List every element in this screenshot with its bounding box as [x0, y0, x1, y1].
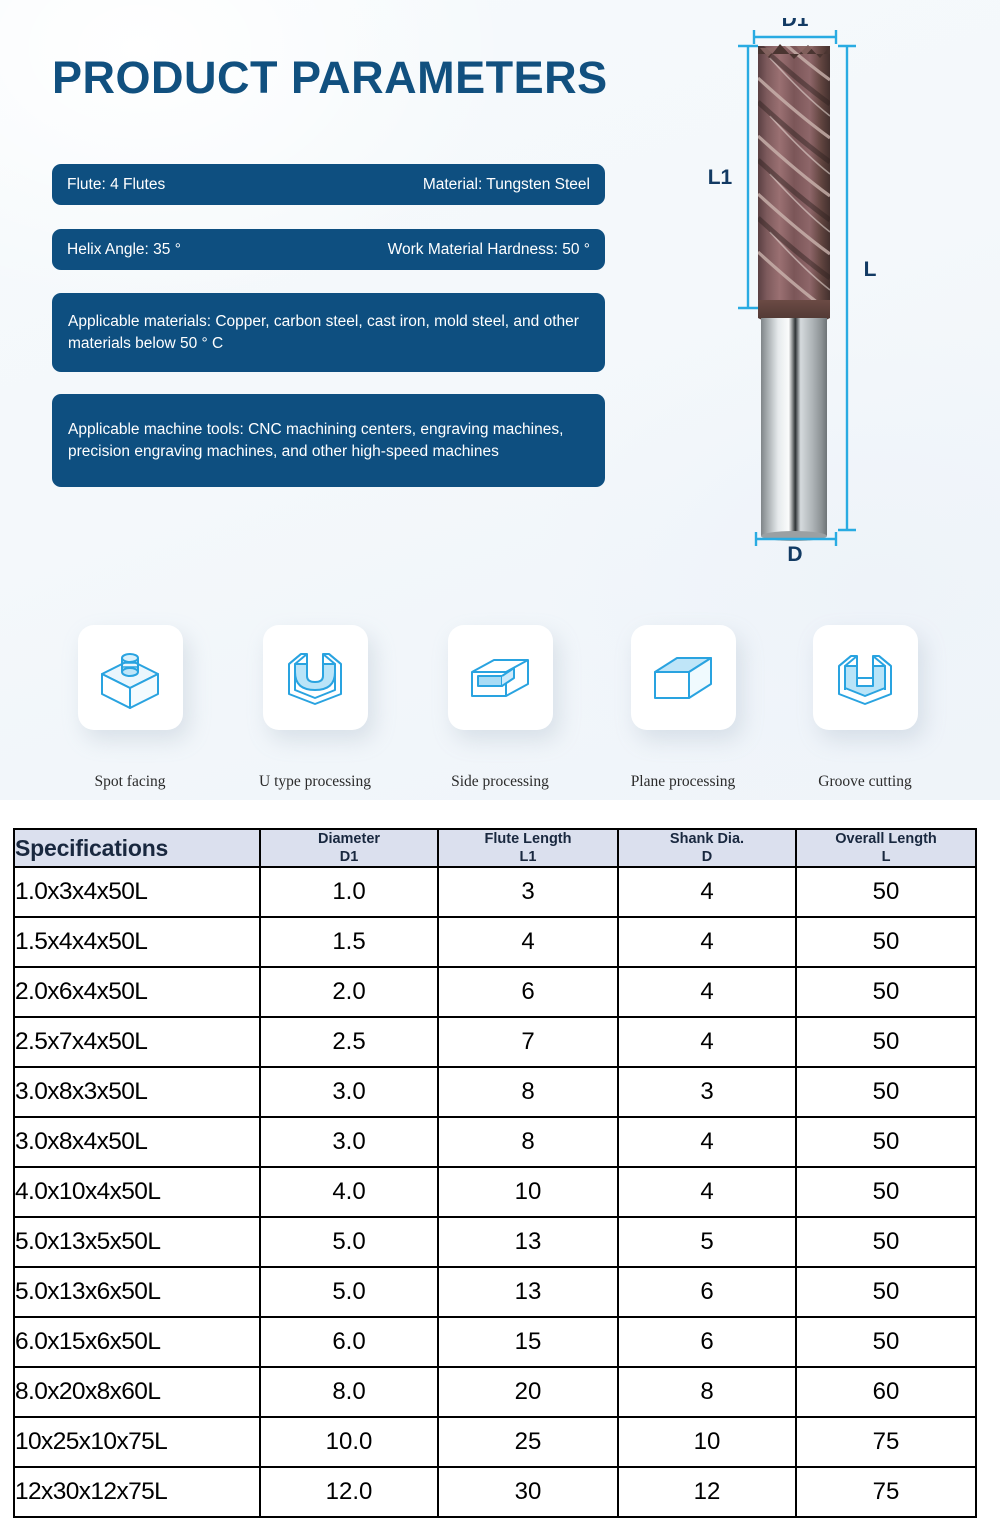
parameter-helix-angle: Helix Angle: 35 ° — [67, 240, 181, 258]
plane-processing-icon — [645, 642, 721, 714]
cell-flute-length: 30 — [438, 1467, 618, 1517]
cell-flute-length: 6 — [438, 967, 618, 1017]
table-row — [14, 1367, 976, 1417]
cell-shank-dia: 4 — [618, 967, 796, 1017]
table-header-overall-length-symbol: L — [881, 849, 891, 866]
dimension-l-line — [838, 46, 856, 530]
cell-overall-length: 50 — [796, 1067, 976, 1117]
side-processing-icon — [462, 642, 538, 714]
cell-overall-length: 50 — [796, 1017, 976, 1067]
cell-flute-length: 15 — [438, 1317, 618, 1367]
table-row — [14, 1317, 976, 1367]
application-label-u-type-processing: U type processing — [259, 773, 371, 790]
cell-diameter: 3.0 — [260, 1067, 438, 1117]
parameter-work-hardness: Work Material Hardness: 50 ° — [387, 240, 590, 258]
table-header-diameter — [260, 829, 438, 867]
dimension-label-d1: D1 — [781, 18, 809, 31]
table-header-flute-length-name: Flute Length — [484, 831, 572, 847]
cell-flute-length: 3 — [438, 867, 618, 917]
parameter-applicable-machine-tools: Applicable machine tools: CNC machining centers, engraving machines, precision engraving machines, and other high-speed machines — [68, 420, 564, 460]
cell-shank-dia: 5 — [618, 1217, 796, 1267]
u-type-processing-card — [263, 625, 368, 730]
cell-diameter: 6.0 — [260, 1317, 438, 1367]
cell-diameter: 5.0 — [260, 1267, 438, 1317]
table-header-flute-length — [438, 829, 618, 867]
cell-specification: 8.0x20x8x60L — [14, 1367, 260, 1417]
cell-shank-dia: 4 — [618, 1167, 796, 1217]
table-header-overall-length-name: Overall Length — [835, 831, 937, 847]
cell-shank-dia: 8 — [618, 1367, 796, 1417]
side-processing-card — [448, 625, 553, 730]
table-body — [14, 867, 976, 1517]
table-row — [14, 1217, 976, 1267]
parameter-box-applicable-machines — [52, 394, 605, 487]
application-item-plane-processing — [608, 625, 758, 791]
table-header-shank-dia-symbol: D — [701, 849, 713, 866]
cell-diameter: 3.0 — [260, 1117, 438, 1167]
cell-specification: 5.0x13x6x50L — [14, 1267, 260, 1317]
dimension-d1-line — [754, 30, 836, 44]
table-header-shank-dia — [618, 829, 796, 867]
application-item-spot-facing — [55, 625, 205, 791]
cell-specification: 2.0x6x4x50L — [14, 967, 260, 1017]
parameter-box-applicable-materials — [52, 293, 605, 372]
cell-specification: 2.5x7x4x50L — [14, 1017, 260, 1067]
table-header-specifications: Specifications — [14, 829, 260, 867]
cell-diameter: 12.0 — [260, 1467, 438, 1517]
cell-flute-length: 4 — [438, 917, 618, 967]
table-row — [14, 1067, 976, 1117]
cell-shank-dia: 4 — [618, 917, 796, 967]
parameter-material: Material: Tungsten Steel — [422, 175, 590, 193]
cell-shank-dia: 3 — [618, 1067, 796, 1117]
cell-overall-length: 75 — [796, 1417, 976, 1467]
table-row — [14, 1017, 976, 1067]
cell-specification: 1.5x4x4x50L — [14, 917, 260, 967]
cell-diameter: 8.0 — [260, 1367, 438, 1417]
cell-diameter: 10.0 — [260, 1417, 438, 1467]
page-title: PRODUCT PARAMETERS — [52, 52, 608, 103]
cell-specification: 6.0x15x6x50L — [14, 1317, 260, 1367]
cell-specification: 5.0x13x5x50L — [14, 1217, 260, 1267]
cell-overall-length: 50 — [796, 967, 976, 1017]
table-header-shank-dia-name: Shank Dia. — [669, 831, 745, 847]
table-row — [14, 967, 976, 1017]
cell-shank-dia: 10 — [618, 1417, 796, 1467]
cell-diameter: 5.0 — [260, 1217, 438, 1267]
table-row — [14, 917, 976, 967]
cell-flute-length: 20 — [438, 1367, 618, 1417]
cell-overall-length: 60 — [796, 1367, 976, 1417]
cell-shank-dia: 4 — [618, 1017, 796, 1067]
parameter-box-helix-hardness — [52, 229, 605, 270]
cell-overall-length: 50 — [796, 867, 976, 917]
cell-overall-length: 50 — [796, 1117, 976, 1167]
application-icons — [0, 600, 1000, 800]
cell-specification: 1.0x3x4x50L — [14, 867, 260, 917]
u-type-processing-icon — [277, 642, 353, 714]
spot-facing-icon — [92, 642, 168, 714]
cell-overall-length: 50 — [796, 1267, 976, 1317]
cell-shank-dia: 6 — [618, 1317, 796, 1367]
cell-shank-dia: 6 — [618, 1267, 796, 1317]
table-row — [14, 1167, 976, 1217]
application-label-spot-facing: Spot facing — [94, 773, 166, 790]
application-item-groove-cutting — [790, 625, 940, 791]
cell-shank-dia: 12 — [618, 1467, 796, 1517]
cell-flute-length: 13 — [438, 1217, 618, 1267]
table-row — [14, 1117, 976, 1167]
cell-overall-length: 50 — [796, 917, 976, 967]
table-row — [14, 1467, 976, 1517]
cell-shank-dia: 4 — [618, 867, 796, 917]
cell-diameter: 2.5 — [260, 1017, 438, 1067]
table-header-row — [14, 829, 976, 867]
cell-overall-length: 50 — [796, 1317, 976, 1367]
table-row — [14, 1267, 976, 1317]
cell-flute-length: 8 — [438, 1117, 618, 1167]
cell-overall-length: 75 — [796, 1467, 976, 1517]
parameter-box-flute-material — [52, 164, 605, 205]
cell-specification: 12x30x12x75L — [14, 1467, 260, 1517]
cell-shank-dia: 4 — [618, 1117, 796, 1167]
cell-flute-length: 8 — [438, 1067, 618, 1117]
parameter-applicable-materials: Applicable materials: Copper, carbon steel, cast iron, mold steel, and other materials below 50 ° C — [68, 312, 579, 352]
spot-facing-card — [78, 625, 183, 730]
cell-specification: 3.0x8x3x50L — [14, 1067, 260, 1117]
cell-diameter: 4.0 — [260, 1167, 438, 1217]
table-header-overall-length — [796, 829, 976, 867]
groove-cutting-card — [813, 625, 918, 730]
cell-diameter: 2.0 — [260, 967, 438, 1017]
cell-specification: 3.0x8x4x50L — [14, 1117, 260, 1167]
cell-diameter: 1.0 — [260, 867, 438, 917]
table-header-diameter-name: Diameter — [317, 831, 381, 847]
parameter-flute: Flute: 4 Flutes — [67, 175, 166, 193]
specifications-table — [13, 828, 977, 1518]
groove-cutting-icon — [827, 642, 903, 714]
application-label-groove-cutting: Groove cutting — [818, 773, 912, 790]
application-label-side-processing: Side processing — [451, 773, 549, 790]
cell-specification: 4.0x10x4x50L — [14, 1167, 260, 1217]
dimension-label-l1: L1 — [707, 166, 733, 189]
dimension-label-l: L — [863, 258, 877, 281]
product-image — [690, 18, 990, 563]
cell-overall-length: 50 — [796, 1167, 976, 1217]
application-label-plane-processing: Plane processing — [630, 773, 736, 790]
application-item-u-type-processing — [240, 625, 390, 791]
table-header-diameter-symbol: D1 — [339, 849, 359, 866]
end-mill-illustration — [690, 18, 990, 563]
cell-flute-length: 13 — [438, 1267, 618, 1317]
table-header-flute-length-symbol: L1 — [519, 849, 537, 866]
table-row — [14, 1417, 976, 1467]
cell-flute-length: 7 — [438, 1017, 618, 1067]
cell-flute-length: 10 — [438, 1167, 618, 1217]
dimension-l1-line — [738, 46, 758, 308]
cell-diameter: 1.5 — [260, 917, 438, 967]
cell-flute-length: 25 — [438, 1417, 618, 1467]
cell-overall-length: 50 — [796, 1217, 976, 1267]
dimension-label-d: D — [787, 543, 803, 563]
plane-processing-card — [631, 625, 736, 730]
table-row — [14, 867, 976, 917]
application-item-side-processing — [425, 625, 575, 791]
cell-specification: 10x25x10x75L — [14, 1417, 260, 1467]
